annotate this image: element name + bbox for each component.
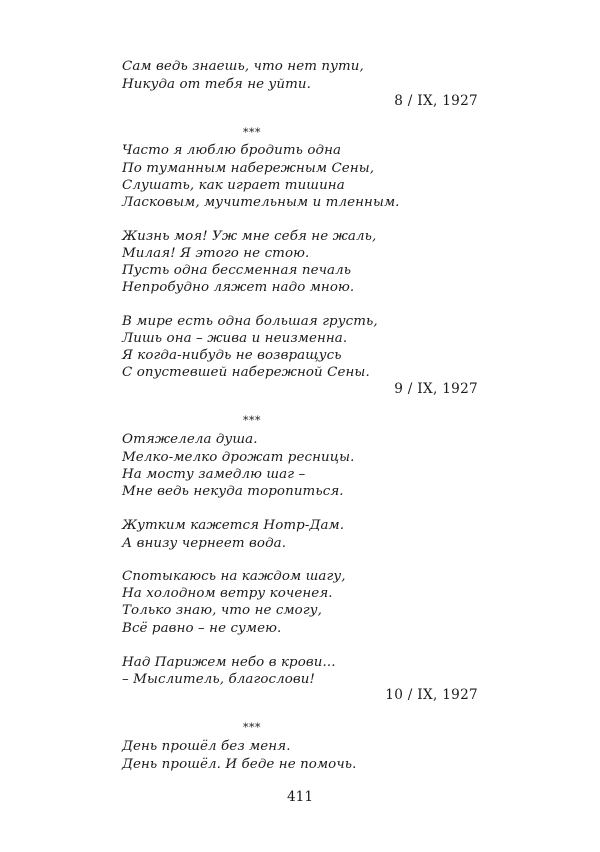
poem-line: Мне ведь некуда торопиться. [122, 484, 344, 499]
poem-line: Только знаю, что не смогу, [122, 603, 322, 618]
poem-line: Непробудно ляжет надо мною. [122, 280, 355, 295]
poem-line: Никуда от тебя не уйти. [122, 77, 311, 92]
poem-line: Я когда-нибудь не возвращусь [122, 348, 342, 363]
poem-line: Лишь она – жива и неизменна. [122, 331, 348, 346]
poem-separator: *** [243, 126, 261, 139]
poem-line: Пусть одна бессменная печаль [122, 263, 352, 278]
poem-date: 9 / IX, 1927 [394, 381, 478, 397]
poem-line: А внизу чернеет вода. [122, 536, 287, 551]
poem-line: Часто я люблю бродить одна [122, 143, 342, 158]
poem-line: Спотыкаюсь на каждом шагу, [122, 569, 346, 584]
poem-line: Жизнь моя! Уж мне себя не жаль, [122, 229, 377, 244]
poem-line: На холодном ветру коченея. [122, 586, 333, 601]
poem-line: По туманным набережным Сены, [122, 161, 375, 176]
poem-line: День прошёл. И беде не помочь. [122, 757, 357, 772]
poem-line: Всё равно – не сумею. [122, 621, 282, 636]
poem-line: Над Парижем небо в крови... [122, 655, 336, 670]
poem-line: Мелко-мелко дрожат ресницы. [122, 450, 355, 465]
poem-line: Жутким кажется Нотр-Дам. [122, 518, 345, 533]
poem-line: Милая! Я этого не стою. [122, 246, 310, 261]
poem-separator: *** [243, 414, 261, 427]
poem-line: Ласковым, мучительным и тленным. [122, 195, 400, 210]
poem-date: 8 / IX, 1927 [394, 93, 478, 109]
poem-line: Слушать, как играет тишина [122, 178, 345, 193]
poem-line: В мире есть одна большая грусть, [122, 314, 378, 329]
page-number: 411 [287, 789, 313, 805]
poem-date: 10 / IX, 1927 [385, 687, 478, 703]
poem-line: С опустевшей набережной Сены. [122, 365, 370, 380]
poem-line: – Мыслитель, благослови! [122, 672, 315, 687]
poem-line: На мосту замедлю шаг – [122, 467, 306, 482]
poem-line: Отяжелела душа. [122, 432, 258, 447]
poem-separator: *** [243, 721, 261, 734]
poem-line: Сам ведь знаешь, что нет пути, [122, 59, 364, 74]
poem-line: День прошёл без меня. [122, 739, 291, 754]
